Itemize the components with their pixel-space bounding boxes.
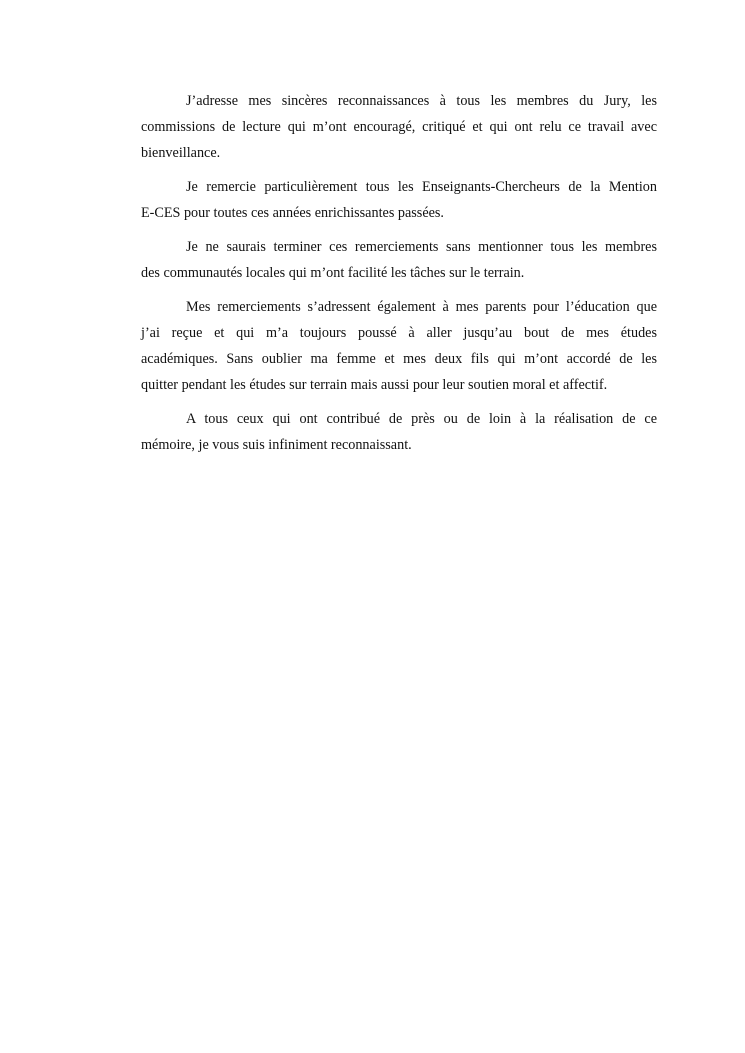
text-line: J’adresse mes sincères reconnaissances à tous les membres du Jury, les [186,93,657,109]
text-line: commissions de lecture qui m’ont encouragé, critiqué et qui ont relu ce travail avec [141,119,657,135]
text-line: académiques. Sans oublier ma femme et mes deux fils qui m’ont accordé de les [141,351,657,367]
text-line: Je ne saurais terminer ces remerciements sans mentionner tous les membres [186,239,657,255]
text-line: A tous ceux qui ont contribué de près ou de loin à la réalisation de ce [186,411,657,427]
text-line: bienveillance. [141,145,221,161]
text-line: mémoire, je vous suis infiniment reconnaissant. [141,437,412,453]
text-line: j’ai reçue et qui m’a toujours poussé à aller jusqu’au bout de mes études [141,325,657,341]
paragraph-jury [141,88,657,166]
text-line: quitter pendant les études sur terrain mais aussi pour leur soutien moral et affectif. [141,377,608,393]
paragraph-communities [141,234,657,286]
text-line: E-CES pour toutes ces années enrichissantes passées. [141,205,444,221]
text-line: des communautés locales qui m’ont facilité les tâches sur le terrain. [141,265,525,281]
paragraph-teachers [141,174,657,226]
paragraph-all [141,406,657,458]
paragraph-family [141,294,657,398]
acknowledgements-text [141,88,657,466]
text-line: Je remercie particulièrement tous les Enseignants-Chercheurs de la Mention [186,179,657,195]
text-line: Mes remerciements s’adressent également à mes parents pour l’éducation que [186,299,657,315]
